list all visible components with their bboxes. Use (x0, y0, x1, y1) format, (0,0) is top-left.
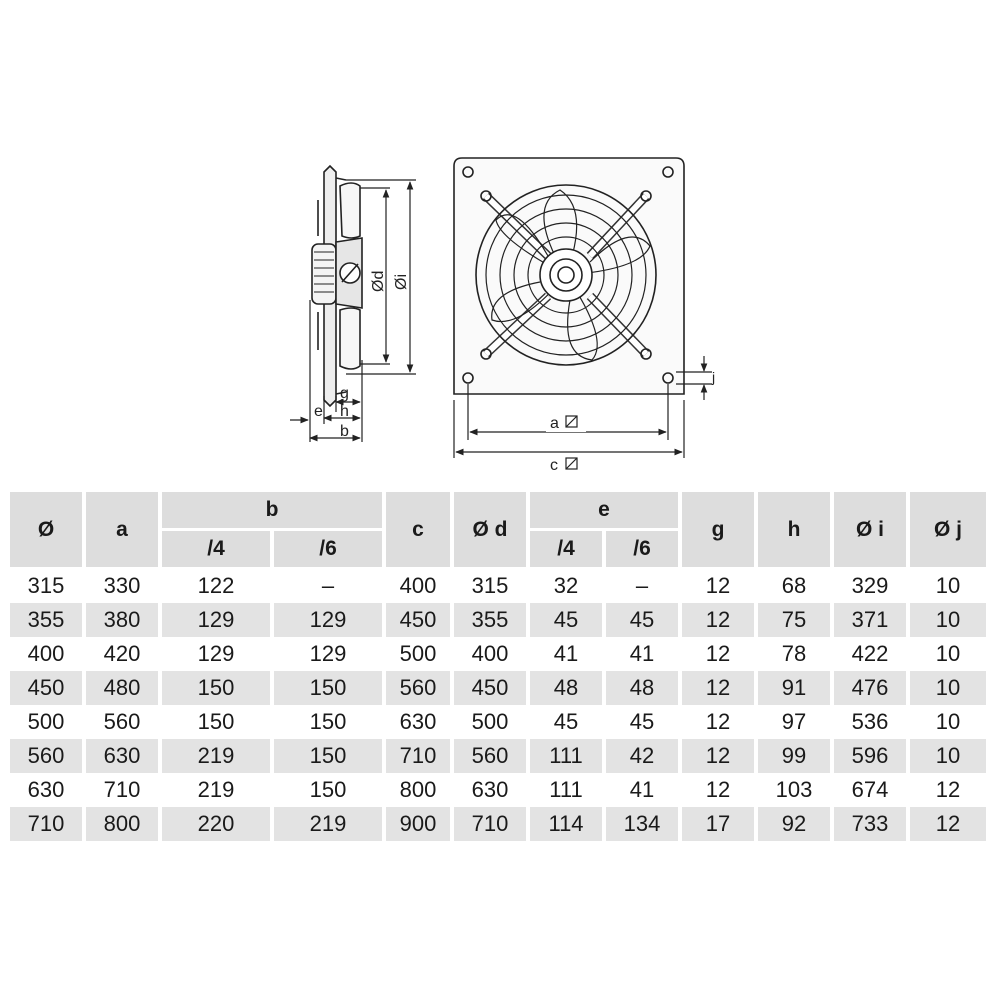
cell-h: 78 (781, 641, 807, 666)
cell-b6: 129 (309, 641, 347, 666)
cell-e6: 42 (606, 739, 678, 773)
cell-c: 400 (399, 573, 437, 598)
header-h: h (758, 492, 830, 567)
dim-e-label: e (314, 403, 323, 420)
header-g: g (682, 492, 754, 567)
cell-e4: 45 (553, 709, 579, 734)
fan-dimension-drawing (0, 0, 1000, 480)
cell-g: 12 (705, 709, 731, 734)
dim-j-label: j (712, 369, 716, 385)
cell-j: 12 (935, 777, 961, 802)
cell-b6: 150 (309, 709, 347, 734)
cell-h: 68 (781, 573, 807, 598)
cell-e6: 41 (629, 777, 655, 802)
header-d: Ø d (454, 492, 526, 567)
cell-diameter: 560 (10, 739, 82, 773)
cell-i: 674 (851, 777, 889, 802)
cell-i: 733 (834, 807, 906, 841)
cell-b6: 219 (274, 807, 382, 841)
cell-b4: 219 (197, 777, 235, 802)
cell-diameter: 400 (27, 641, 65, 666)
table-row (10, 739, 986, 773)
cell-c: 630 (399, 709, 437, 734)
cell-d: 500 (471, 709, 509, 734)
cell-a: 380 (86, 603, 158, 637)
cell-i: 422 (851, 641, 889, 666)
table-row (10, 603, 986, 637)
cell-a: 630 (86, 739, 158, 773)
dim-g-label: g (340, 385, 349, 402)
dimension-table (6, 492, 990, 841)
cell-d: 560 (454, 739, 526, 773)
cell-g: 12 (682, 671, 754, 705)
cell-d: 400 (471, 641, 509, 666)
dim-a-label: a (550, 415, 559, 432)
header-i: Ø i (834, 492, 906, 567)
fan-side-view (312, 166, 362, 406)
table-row (10, 773, 986, 807)
cell-e4: 32 (553, 573, 579, 598)
cell-c: 710 (386, 739, 450, 773)
header-e4: /4 (530, 531, 602, 567)
table-row (10, 807, 986, 841)
header-b6: /6 (274, 531, 382, 567)
cell-e6: 45 (606, 603, 678, 637)
cell-d: 450 (454, 671, 526, 705)
cell-b4: 129 (197, 641, 235, 666)
cell-e6: 48 (606, 671, 678, 705)
cell-j: 10 (910, 671, 986, 705)
cell-j: 10 (935, 573, 961, 598)
dim-d-label: Ød (370, 270, 387, 292)
cell-e6: 41 (629, 641, 655, 666)
cell-j: 10 (910, 739, 986, 773)
cell-a: 800 (86, 807, 158, 841)
cell-e4: 45 (530, 603, 602, 637)
cell-b4: 220 (162, 807, 270, 841)
cell-g: 12 (705, 573, 731, 598)
cell-d: 630 (471, 777, 509, 802)
cell-i: 329 (851, 573, 889, 598)
header-j: Ø j (910, 492, 986, 567)
cell-g: 17 (682, 807, 754, 841)
table-row (10, 567, 986, 603)
cell-e6: 45 (629, 709, 655, 734)
cell-b4: 122 (197, 573, 235, 598)
cell-h: 103 (775, 777, 813, 802)
cell-g: 12 (705, 777, 731, 802)
cell-h: 97 (781, 709, 807, 734)
cell-h: 75 (758, 603, 830, 637)
cell-j: 10 (935, 709, 961, 734)
cell-i: 536 (851, 709, 889, 734)
cell-e6: 134 (606, 807, 678, 841)
dim-b-label: b (340, 423, 349, 440)
cell-h: 91 (758, 671, 830, 705)
cell-c: 800 (399, 777, 437, 802)
cell-d: 315 (471, 573, 509, 598)
cell-b4: 150 (162, 671, 270, 705)
cell-a: 560 (103, 709, 141, 734)
cell-c: 500 (399, 641, 437, 666)
cell-b6: 150 (309, 777, 347, 802)
cell-g: 12 (705, 641, 731, 666)
cell-g: 12 (682, 739, 754, 773)
cell-h: 99 (758, 739, 830, 773)
cell-b6: 150 (274, 739, 382, 773)
cell-diameter: 630 (27, 777, 65, 802)
cell-d: 710 (454, 807, 526, 841)
cell-e4: 48 (530, 671, 602, 705)
cell-a: 480 (86, 671, 158, 705)
cell-g: 12 (682, 603, 754, 637)
cell-diameter: 355 (10, 603, 82, 637)
cell-a: 420 (103, 641, 141, 666)
dim-i-label: Øi (393, 274, 410, 290)
cell-diameter: 710 (10, 807, 82, 841)
cell-b6: 150 (274, 671, 382, 705)
cell-i: 596 (834, 739, 906, 773)
cell-i: 476 (834, 671, 906, 705)
fan-front-view (454, 158, 684, 394)
cell-d: 355 (454, 603, 526, 637)
cell-e6: – (635, 573, 649, 598)
cell-c: 450 (386, 603, 450, 637)
cell-e4: 111 (530, 739, 602, 773)
cell-diameter: 315 (27, 573, 65, 598)
cell-diameter: 450 (10, 671, 82, 705)
cell-j: 10 (935, 641, 961, 666)
cell-a: 330 (103, 573, 141, 598)
header-b: b (162, 492, 382, 531)
table-row (10, 705, 986, 739)
cell-b4: 150 (197, 709, 235, 734)
table-row (10, 637, 986, 671)
header-a: a (86, 492, 158, 567)
cell-j: 10 (910, 603, 986, 637)
cell-a: 710 (103, 777, 141, 802)
cell-diameter: 500 (27, 709, 65, 734)
cell-b4: 129 (162, 603, 270, 637)
cell-e4: 41 (553, 641, 579, 666)
cell-b6: – (321, 573, 335, 598)
header-c: c (386, 492, 450, 567)
cell-c: 560 (386, 671, 450, 705)
table-row (10, 671, 986, 705)
cell-e4: 114 (530, 807, 602, 841)
header-diameter: Ø (10, 492, 82, 567)
cell-h: 92 (758, 807, 830, 841)
header-e: e (530, 492, 678, 531)
cell-b4: 219 (162, 739, 270, 773)
dimension-table-body (10, 567, 986, 841)
cell-b6: 129 (274, 603, 382, 637)
dim-h-label: h (340, 403, 349, 420)
header-e6: /6 (606, 531, 678, 567)
dim-c-label: c (550, 457, 558, 474)
cell-c: 900 (386, 807, 450, 841)
header-b4: /4 (162, 531, 270, 567)
cell-i: 371 (834, 603, 906, 637)
cell-e4: 111 (549, 777, 583, 802)
cell-j: 12 (910, 807, 986, 841)
